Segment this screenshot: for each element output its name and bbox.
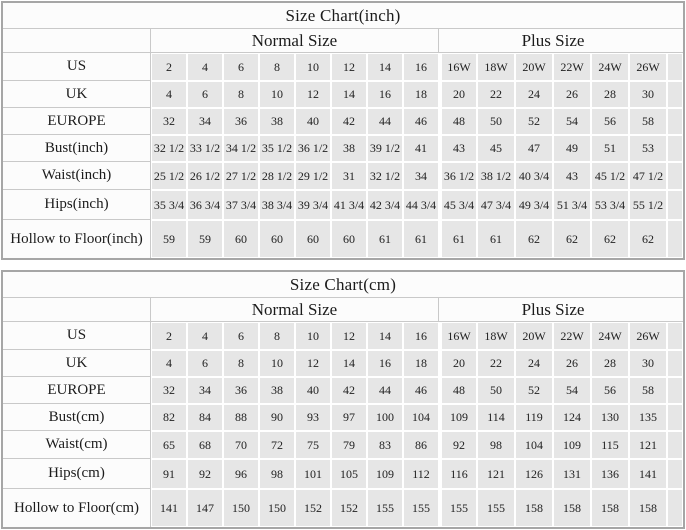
row-label: US (3, 322, 151, 350)
size-value-cell: 41 3/4 (331, 190, 367, 220)
size-value-cell: 49 (553, 135, 591, 162)
size-value-cell: 4 (151, 81, 187, 108)
size-value-cell: 26 (553, 350, 591, 377)
size-value-cell: 32 (151, 377, 187, 404)
size-value-cell: 32 1/2 (151, 135, 187, 162)
size-value-cell: 52 (515, 377, 553, 404)
size-value-cell: 130 (591, 404, 629, 431)
size-value-cell: 35 3/4 (151, 190, 187, 220)
size-value-cell: 20 (439, 350, 477, 377)
size-value-cell: 131 (553, 459, 591, 489)
size-value-cell: 47 1/2 (629, 162, 667, 190)
size-value-cell: 55 1/2 (629, 190, 667, 220)
row-filler (667, 135, 683, 162)
size-value-cell: 53 (629, 135, 667, 162)
size-value-cell: 97 (331, 404, 367, 431)
size-value-cell: 8 (223, 350, 259, 377)
row-filler (667, 108, 683, 135)
size-value-cell: 26 1/2 (187, 162, 223, 190)
size-value-cell: 45 (477, 135, 515, 162)
size-value-cell: 22W (553, 53, 591, 81)
size-value-cell: 158 (515, 489, 553, 527)
size-chart-cm-table (1, 270, 685, 529)
size-value-cell: 109 (553, 431, 591, 459)
row-filler (667, 190, 683, 220)
size-value-cell: 56 (591, 377, 629, 404)
size-value-cell: 51 3/4 (553, 190, 591, 220)
size-value-cell: 104 (515, 431, 553, 459)
size-value-cell: 2 (151, 53, 187, 81)
size-value-cell: 25 1/2 (151, 162, 187, 190)
size-value-cell: 60 (295, 220, 331, 258)
row-label: Hips(inch) (3, 190, 151, 220)
size-value-cell: 100 (367, 404, 403, 431)
size-value-cell: 91 (151, 459, 187, 489)
size-value-cell: 20 (439, 81, 477, 108)
row-label: UK (3, 350, 151, 377)
size-value-cell: 49 3/4 (515, 190, 553, 220)
size-value-cell: 31 (331, 162, 367, 190)
size-value-cell: 14 (367, 322, 403, 350)
row-label: Hips(cm) (3, 459, 151, 489)
size-value-cell: 28 1/2 (259, 162, 295, 190)
size-value-cell: 112 (403, 459, 439, 489)
size-value-cell: 155 (367, 489, 403, 527)
size-value-cell: 16 (367, 350, 403, 377)
size-value-cell: 38 3/4 (259, 190, 295, 220)
row-filler (667, 431, 683, 459)
size-value-cell: 58 (629, 108, 667, 135)
size-value-cell: 44 (367, 377, 403, 404)
row-label: UK (3, 81, 151, 108)
row-label: Hollow to Floor(cm) (3, 489, 151, 527)
size-value-cell: 6 (223, 53, 259, 81)
corner-spacer (3, 298, 151, 322)
size-value-cell: 39 3/4 (295, 190, 331, 220)
size-value-cell: 158 (591, 489, 629, 527)
size-value-cell: 4 (187, 53, 223, 81)
size-value-cell: 6 (187, 81, 223, 108)
size-value-cell: 155 (403, 489, 439, 527)
size-value-cell: 60 (331, 220, 367, 258)
size-value-cell: 10 (259, 350, 295, 377)
size-value-cell: 16W (439, 53, 477, 81)
size-value-cell: 84 (187, 404, 223, 431)
size-value-cell: 40 3/4 (515, 162, 553, 190)
size-value-cell: 51 (591, 135, 629, 162)
size-value-cell: 40 (295, 377, 331, 404)
size-value-cell: 43 (439, 135, 477, 162)
size-chart-inch-table (1, 1, 685, 260)
size-value-cell: 135 (629, 404, 667, 431)
size-value-cell: 4 (151, 350, 187, 377)
size-value-cell: 93 (295, 404, 331, 431)
size-value-cell: 72 (259, 431, 295, 459)
size-value-cell: 59 (151, 220, 187, 258)
size-value-cell: 45 3/4 (439, 190, 477, 220)
row-filler (667, 459, 683, 489)
size-value-cell: 61 (477, 220, 515, 258)
plus-size-header: Plus Size (439, 298, 667, 322)
size-value-cell: 34 (403, 162, 439, 190)
size-value-cell: 12 (331, 53, 367, 81)
normal-size-header: Normal Size (151, 298, 439, 322)
size-value-cell: 90 (259, 404, 295, 431)
row-label: Hollow to Floor(inch) (3, 220, 151, 258)
size-value-cell: 92 (187, 459, 223, 489)
size-value-cell: 26W (629, 322, 667, 350)
table-title-cm: Size Chart(cm) (3, 272, 683, 298)
header-filler (667, 298, 683, 322)
size-value-cell: 22 (477, 81, 515, 108)
row-label: Bust(cm) (3, 404, 151, 431)
row-filler (667, 81, 683, 108)
size-value-cell: 119 (515, 404, 553, 431)
size-value-cell: 68 (187, 431, 223, 459)
size-value-cell: 22 (477, 350, 515, 377)
size-value-cell: 10 (295, 53, 331, 81)
size-value-cell: 48 (439, 108, 477, 135)
size-value-cell: 38 (259, 377, 295, 404)
size-value-cell: 141 (151, 489, 187, 527)
size-value-cell: 8 (259, 53, 295, 81)
row-filler (667, 162, 683, 190)
size-value-cell: 16 (403, 322, 439, 350)
size-value-cell: 152 (331, 489, 367, 527)
size-value-cell: 124 (553, 404, 591, 431)
size-value-cell: 61 (367, 220, 403, 258)
size-value-cell: 109 (367, 459, 403, 489)
plus-size-header: Plus Size (439, 29, 667, 53)
size-value-cell: 10 (295, 322, 331, 350)
size-value-cell: 121 (477, 459, 515, 489)
size-value-cell: 36 (223, 377, 259, 404)
size-value-cell: 34 (187, 377, 223, 404)
size-value-cell: 155 (477, 489, 515, 527)
size-value-cell: 30 (629, 350, 667, 377)
size-value-cell: 16 (367, 81, 403, 108)
size-value-cell: 41 (403, 135, 439, 162)
size-value-cell: 36 1/2 (295, 135, 331, 162)
size-value-cell: 114 (477, 404, 515, 431)
size-value-cell: 126 (515, 459, 553, 489)
size-value-cell: 40 (295, 108, 331, 135)
size-value-cell: 36 (223, 108, 259, 135)
size-value-cell: 58 (629, 377, 667, 404)
size-value-cell: 150 (259, 489, 295, 527)
size-value-cell: 54 (553, 377, 591, 404)
size-value-cell: 65 (151, 431, 187, 459)
size-value-cell: 115 (591, 431, 629, 459)
size-value-cell: 46 (403, 377, 439, 404)
size-value-cell: 12 (295, 81, 331, 108)
size-value-cell: 136 (591, 459, 629, 489)
size-value-cell: 42 (331, 108, 367, 135)
size-value-cell: 34 1/2 (223, 135, 259, 162)
size-value-cell: 155 (439, 489, 477, 527)
row-filler (667, 350, 683, 377)
size-value-cell: 32 1/2 (367, 162, 403, 190)
size-value-cell: 50 (477, 377, 515, 404)
size-value-cell: 44 3/4 (403, 190, 439, 220)
header-filler (667, 29, 683, 53)
size-value-cell: 18W (477, 53, 515, 81)
size-value-cell: 10 (259, 81, 295, 108)
row-label: Bust(inch) (3, 135, 151, 162)
size-value-cell: 47 3/4 (477, 190, 515, 220)
size-value-cell: 36 3/4 (187, 190, 223, 220)
size-value-cell: 83 (367, 431, 403, 459)
size-value-cell: 37 3/4 (223, 190, 259, 220)
size-value-cell: 53 3/4 (591, 190, 629, 220)
size-value-cell: 34 (187, 108, 223, 135)
size-value-cell: 38 (259, 108, 295, 135)
size-value-cell: 43 (553, 162, 591, 190)
size-value-cell: 52 (515, 108, 553, 135)
size-value-cell: 27 1/2 (223, 162, 259, 190)
row-label: EUROPE (3, 108, 151, 135)
size-value-cell: 62 (629, 220, 667, 258)
size-value-cell: 50 (477, 108, 515, 135)
size-value-cell: 101 (295, 459, 331, 489)
size-value-cell: 79 (331, 431, 367, 459)
size-value-cell: 26W (629, 53, 667, 81)
size-value-cell: 28 (591, 81, 629, 108)
size-value-cell: 70 (223, 431, 259, 459)
size-value-cell: 26 (553, 81, 591, 108)
size-value-cell: 16 (403, 53, 439, 81)
size-value-cell: 86 (403, 431, 439, 459)
size-value-cell: 82 (151, 404, 187, 431)
size-value-cell: 2 (151, 322, 187, 350)
size-value-cell: 44 (367, 108, 403, 135)
size-value-cell: 121 (629, 431, 667, 459)
size-value-cell: 12 (331, 322, 367, 350)
table-title-inch: Size Chart(inch) (3, 3, 683, 29)
size-value-cell: 38 (331, 135, 367, 162)
corner-spacer (3, 29, 151, 53)
size-value-cell: 4 (187, 322, 223, 350)
size-value-cell: 14 (331, 350, 367, 377)
size-value-cell: 42 (331, 377, 367, 404)
size-value-cell: 20W (515, 322, 553, 350)
size-value-cell: 62 (515, 220, 553, 258)
row-filler (667, 377, 683, 404)
size-value-cell: 20W (515, 53, 553, 81)
row-filler (667, 53, 683, 81)
size-value-cell: 30 (629, 81, 667, 108)
size-value-cell: 109 (439, 404, 477, 431)
size-value-cell: 45 1/2 (591, 162, 629, 190)
normal-size-header: Normal Size (151, 29, 439, 53)
size-value-cell: 36 1/2 (439, 162, 477, 190)
size-value-cell: 62 (591, 220, 629, 258)
size-value-cell: 24 (515, 350, 553, 377)
row-filler (667, 322, 683, 350)
size-value-cell: 48 (439, 377, 477, 404)
row-label: US (3, 53, 151, 81)
size-value-cell: 56 (591, 108, 629, 135)
row-filler (667, 220, 683, 258)
size-value-cell: 18 (403, 350, 439, 377)
size-value-cell: 46 (403, 108, 439, 135)
size-value-cell: 33 1/2 (187, 135, 223, 162)
size-value-cell: 152 (295, 489, 331, 527)
size-value-cell: 24 (515, 81, 553, 108)
size-value-cell: 29 1/2 (295, 162, 331, 190)
size-value-cell: 8 (259, 322, 295, 350)
size-value-cell: 47 (515, 135, 553, 162)
size-value-cell: 18 (403, 81, 439, 108)
size-value-cell: 42 3/4 (367, 190, 403, 220)
size-value-cell: 105 (331, 459, 367, 489)
size-value-cell: 39 1/2 (367, 135, 403, 162)
size-value-cell: 61 (403, 220, 439, 258)
row-filler (667, 404, 683, 431)
size-value-cell: 88 (223, 404, 259, 431)
size-value-cell: 75 (295, 431, 331, 459)
row-label: EUROPE (3, 377, 151, 404)
size-value-cell: 8 (223, 81, 259, 108)
size-value-cell: 54 (553, 108, 591, 135)
size-value-cell: 98 (259, 459, 295, 489)
size-value-cell: 60 (259, 220, 295, 258)
size-value-cell: 24W (591, 53, 629, 81)
size-value-cell: 6 (223, 322, 259, 350)
size-value-cell: 62 (553, 220, 591, 258)
size-value-cell: 96 (223, 459, 259, 489)
size-value-cell: 116 (439, 459, 477, 489)
size-value-cell: 24W (591, 322, 629, 350)
size-value-cell: 14 (331, 81, 367, 108)
size-value-cell: 32 (151, 108, 187, 135)
size-value-cell: 18W (477, 322, 515, 350)
row-label: Waist(cm) (3, 431, 151, 459)
size-value-cell: 150 (223, 489, 259, 527)
size-value-cell: 147 (187, 489, 223, 527)
size-value-cell: 92 (439, 431, 477, 459)
size-value-cell: 35 1/2 (259, 135, 295, 162)
size-value-cell: 104 (403, 404, 439, 431)
size-value-cell: 22W (553, 322, 591, 350)
size-value-cell: 16W (439, 322, 477, 350)
size-value-cell: 12 (295, 350, 331, 377)
size-value-cell: 14 (367, 53, 403, 81)
size-value-cell: 158 (553, 489, 591, 527)
size-value-cell: 141 (629, 459, 667, 489)
size-value-cell: 28 (591, 350, 629, 377)
size-value-cell: 61 (439, 220, 477, 258)
size-value-cell: 6 (187, 350, 223, 377)
size-value-cell: 59 (187, 220, 223, 258)
size-value-cell: 38 1/2 (477, 162, 515, 190)
row-label: Waist(inch) (3, 162, 151, 190)
size-value-cell: 60 (223, 220, 259, 258)
size-value-cell: 98 (477, 431, 515, 459)
row-filler (667, 489, 683, 527)
size-value-cell: 158 (629, 489, 667, 527)
